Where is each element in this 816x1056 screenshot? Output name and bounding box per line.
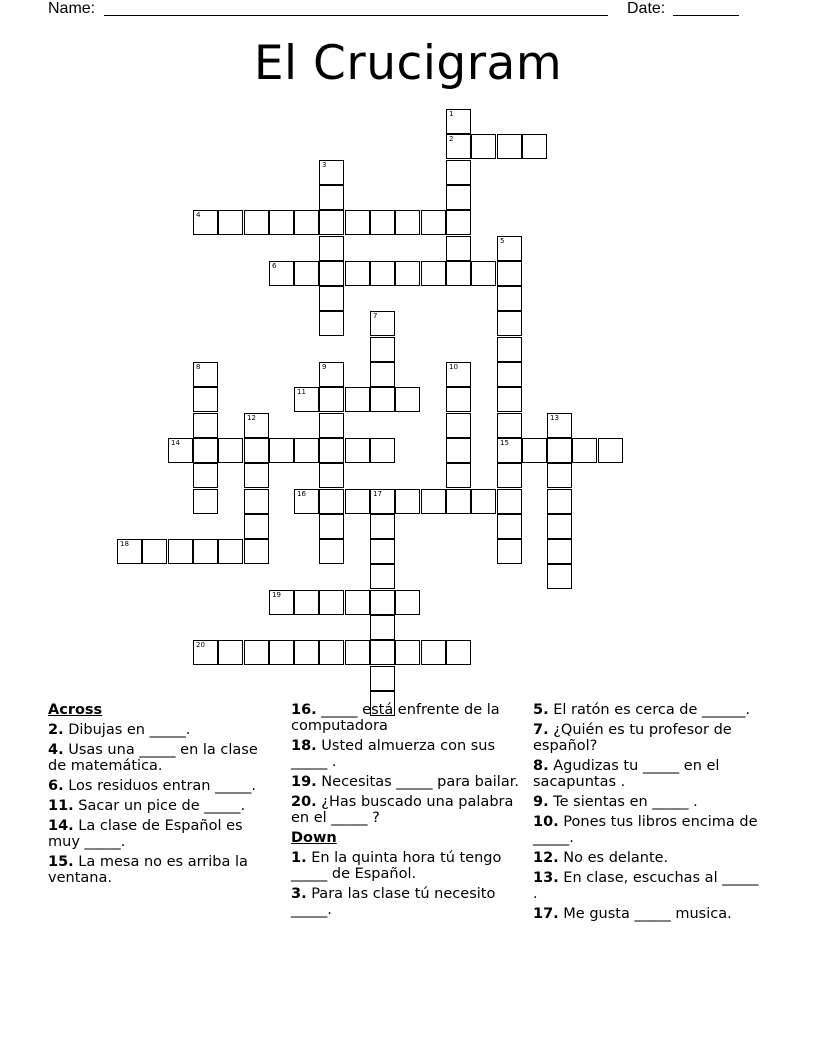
grid-cell[interactable] — [319, 261, 344, 286]
grid-cell[interactable] — [269, 438, 294, 463]
grid-cell[interactable] — [319, 210, 344, 235]
grid-cell[interactable] — [572, 438, 597, 463]
grid-cell[interactable] — [421, 489, 446, 514]
grid-cell[interactable] — [319, 185, 344, 210]
grid-cell[interactable] — [446, 438, 471, 463]
grid-cell[interactable] — [294, 438, 319, 463]
clue-across-15: 15. La mesa no es arriba la ventana. — [48, 854, 248, 886]
clue-number: 9 — [322, 363, 327, 371]
grid-cell[interactable] — [218, 438, 243, 463]
grid-cell[interactable] — [319, 640, 344, 665]
grid-cell[interactable] — [269, 640, 294, 665]
grid-cell[interactable] — [497, 413, 522, 438]
grid-cell[interactable] — [446, 185, 471, 210]
grid-cell[interactable] — [294, 640, 319, 665]
grid-cell[interactable] — [319, 387, 344, 412]
clue-across-18: 18. Usted almuerza con sus _____ . — [291, 738, 496, 770]
grid-cell[interactable] — [395, 261, 420, 286]
grid-cell[interactable] — [345, 210, 370, 235]
grid-cell[interactable] — [345, 261, 370, 286]
grid-cell[interactable] — [193, 362, 218, 387]
grid-cell[interactable] — [319, 311, 344, 336]
grid-cell[interactable] — [370, 362, 395, 387]
grid-cell[interactable] — [497, 261, 522, 286]
grid-cell[interactable] — [446, 640, 471, 665]
grid-cell[interactable] — [370, 590, 395, 615]
grid-cell[interactable] — [446, 109, 471, 134]
grid-cell[interactable] — [294, 387, 319, 412]
clue-across-20: 20. ¿Has buscado una palabra en el _____ ? — [291, 794, 514, 826]
grid-cell[interactable] — [319, 463, 344, 488]
grid-cell[interactable] — [497, 362, 522, 387]
clue-across-14: 14. La clase de Español es muy _____. — [48, 818, 243, 850]
grid-cell[interactable] — [319, 160, 344, 185]
grid-cell[interactable] — [446, 413, 471, 438]
grid-cell[interactable] — [446, 387, 471, 412]
grid-cell[interactable] — [193, 489, 218, 514]
clue-down-7: 7. ¿Quién es tu profesor de español? — [533, 722, 732, 754]
grid-cell[interactable] — [497, 489, 522, 514]
grid-cell[interactable] — [547, 489, 572, 514]
clue-across-19: 19. Necesitas _____ para bailar. — [291, 774, 519, 790]
grid-cell[interactable] — [345, 387, 370, 412]
grid-cell[interactable] — [345, 438, 370, 463]
grid-cell[interactable] — [294, 210, 319, 235]
grid-cell[interactable] — [370, 615, 395, 640]
grid-cell[interactable] — [244, 514, 269, 539]
clue-column-3 — [533, 702, 761, 926]
grid-cell[interactable] — [193, 387, 218, 412]
grid-cell[interactable] — [446, 261, 471, 286]
grid-cell[interactable] — [168, 438, 193, 463]
grid-cell[interactable] — [244, 438, 269, 463]
grid-cell[interactable] — [269, 590, 294, 615]
grid-cell[interactable] — [446, 160, 471, 185]
clue-down-12: 12. No es delante. — [533, 850, 669, 866]
clue-number: 20 — [196, 641, 205, 649]
grid-cell[interactable] — [497, 539, 522, 564]
clue-number: 3 — [322, 161, 327, 169]
grid-cell[interactable] — [345, 640, 370, 665]
grid-cell[interactable] — [370, 489, 395, 514]
grid-cell[interactable] — [244, 413, 269, 438]
clue-number: 4 — [196, 211, 201, 219]
grid-cell[interactable] — [142, 539, 167, 564]
date-label: Date: — [627, 0, 666, 17]
grid-cell[interactable] — [370, 666, 395, 691]
grid-cell[interactable] — [497, 387, 522, 412]
grid-cell[interactable] — [370, 311, 395, 336]
grid-cell[interactable] — [547, 539, 572, 564]
grid-cell[interactable] — [547, 564, 572, 589]
grid-cell[interactable] — [193, 539, 218, 564]
grid-cell[interactable] — [319, 286, 344, 311]
grid-cell[interactable] — [218, 539, 243, 564]
clue-down-1: 1. En la quinta hora tú tengo _____ de Español. — [291, 850, 502, 882]
grid-cell[interactable] — [497, 337, 522, 362]
grid-cell[interactable] — [395, 640, 420, 665]
clue-across-2: 2. Dibujas en _____. — [48, 722, 191, 738]
clue-number: 1 — [449, 110, 454, 118]
grid-cell[interactable] — [471, 489, 496, 514]
clue-number: 10 — [449, 363, 458, 371]
grid-cell[interactable] — [294, 590, 319, 615]
across-heading: Across — [48, 702, 103, 718]
grid-cell[interactable] — [244, 640, 269, 665]
clue-across-4: 4. Usas una _____ en la clase de matemática. — [48, 742, 258, 774]
grid-cell[interactable] — [497, 514, 522, 539]
down-heading: Down — [291, 830, 337, 846]
clue-across-6: 6. Los residuos entran _____. — [48, 778, 256, 794]
grid-cell[interactable] — [522, 438, 547, 463]
clue-down-10: 10. Pones tus libros encima de _____. — [533, 814, 758, 846]
grid-cell[interactable] — [193, 413, 218, 438]
grid-cell[interactable] — [446, 489, 471, 514]
grid-cell[interactable] — [117, 539, 142, 564]
name-label: Name: — [48, 0, 96, 17]
grid-cell[interactable] — [345, 590, 370, 615]
grid-cell[interactable] — [471, 134, 496, 159]
grid-cell[interactable] — [497, 286, 522, 311]
grid-cell[interactable] — [319, 514, 344, 539]
clue-down-3: 3. Para las clase tú necesito _____. — [291, 886, 496, 918]
grid-cell[interactable] — [244, 539, 269, 564]
grid-cell[interactable] — [547, 438, 572, 463]
grid-cell[interactable] — [244, 210, 269, 235]
clue-down-8: 8. Agudizas tu _____ en el sacapuntas . — [533, 758, 720, 790]
grid-cell[interactable] — [395, 387, 420, 412]
grid-cell[interactable] — [319, 236, 344, 261]
grid-cell[interactable] — [446, 463, 471, 488]
grid-cell[interactable] — [370, 387, 395, 412]
clue-number: 18 — [120, 540, 129, 548]
grid-cell[interactable] — [395, 489, 420, 514]
grid-cell[interactable] — [269, 210, 294, 235]
grid-cell[interactable] — [319, 438, 344, 463]
grid-cell[interactable] — [370, 210, 395, 235]
grid-cell[interactable] — [547, 514, 572, 539]
grid-cell[interactable] — [319, 590, 344, 615]
grid-cell[interactable] — [547, 463, 572, 488]
grid-cell[interactable] — [319, 539, 344, 564]
clue-number: 2 — [449, 135, 454, 143]
clue-number: 7 — [373, 312, 378, 320]
grid-cell[interactable] — [370, 514, 395, 539]
clue-across-16: 16. _____ está enfrente de la computadora — [291, 702, 500, 734]
grid-cell[interactable] — [345, 489, 370, 514]
clue-number: 11 — [297, 388, 306, 396]
grid-cell[interactable] — [598, 438, 623, 463]
grid-cell[interactable] — [421, 210, 446, 235]
grid-cell[interactable] — [370, 261, 395, 286]
grid-cell[interactable] — [168, 539, 193, 564]
grid-cell[interactable] — [446, 362, 471, 387]
grid-cell[interactable] — [395, 210, 420, 235]
clue-number: 13 — [550, 414, 559, 422]
grid-cell[interactable] — [421, 640, 446, 665]
grid-cell[interactable] — [370, 640, 395, 665]
clue-number: 15 — [500, 439, 509, 447]
grid-cell[interactable] — [471, 261, 496, 286]
clue-number: 14 — [171, 439, 180, 447]
grid-cell[interactable] — [497, 463, 522, 488]
grid-cell[interactable] — [446, 134, 471, 159]
grid-cell[interactable] — [193, 640, 218, 665]
grid-cell[interactable] — [319, 489, 344, 514]
clue-number: 19 — [272, 591, 281, 599]
grid-cell[interactable] — [497, 438, 522, 463]
clue-column-1 — [48, 702, 276, 890]
clue-down-5: 5. El ratón es cerca de ______. — [533, 702, 751, 718]
page-title: El Crucigram — [253, 36, 563, 91]
clue-number: 5 — [500, 237, 505, 245]
grid-cell[interactable] — [370, 337, 395, 362]
grid-cell[interactable] — [218, 640, 243, 665]
grid-cell[interactable] — [497, 134, 522, 159]
clue-across-11: 11. Sacar un pice de _____. — [48, 798, 246, 814]
clue-column-2 — [291, 702, 519, 922]
grid-cell[interactable] — [319, 413, 344, 438]
grid-cell[interactable] — [370, 539, 395, 564]
grid-cell[interactable] — [269, 261, 294, 286]
grid-cell[interactable] — [497, 236, 522, 261]
grid-cell[interactable] — [421, 261, 446, 286]
grid-cell[interactable] — [395, 590, 420, 615]
clue-number: 12 — [247, 414, 256, 422]
grid-cell[interactable] — [446, 236, 471, 261]
clue-down-9: 9. Te sientas en _____ . — [533, 794, 698, 810]
clue-number: 6 — [272, 262, 277, 270]
grid-cell[interactable] — [244, 463, 269, 488]
grid-cell[interactable] — [218, 210, 243, 235]
clue-number: 16 — [297, 490, 306, 498]
grid-cell[interactable] — [193, 438, 218, 463]
grid-cell[interactable] — [294, 261, 319, 286]
grid-cell[interactable] — [244, 489, 269, 514]
grid-cell[interactable] — [497, 311, 522, 336]
clue-number: 17 — [373, 490, 382, 498]
grid-cell[interactable] — [193, 210, 218, 235]
grid-cell[interactable] — [547, 413, 572, 438]
grid-cell[interactable] — [522, 134, 547, 159]
grid-cell[interactable] — [294, 489, 319, 514]
clue-number: 8 — [196, 363, 201, 371]
clue-down-13: 13. En clase, escuchas al _____ . — [533, 870, 759, 902]
grid-cell[interactable] — [370, 438, 395, 463]
clue-down-17: 17. Me gusta _____ musica. — [533, 906, 732, 922]
grid-cell[interactable] — [446, 210, 471, 235]
grid-cell[interactable] — [319, 362, 344, 387]
grid-cell[interactable] — [370, 564, 395, 589]
grid-cell[interactable] — [193, 463, 218, 488]
